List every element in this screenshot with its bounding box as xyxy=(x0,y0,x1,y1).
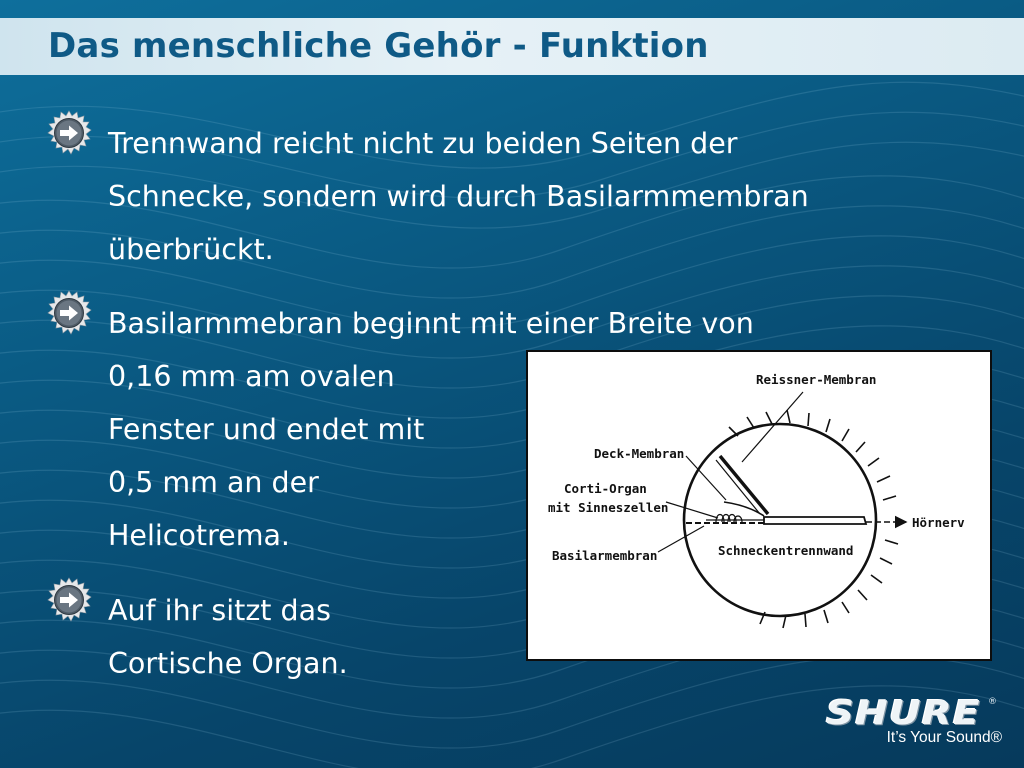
label-schneckentrennwand: Schneckentrennwand xyxy=(718,543,854,558)
cochlea-diagram xyxy=(528,352,990,659)
arrow-right-icon xyxy=(46,290,92,336)
slide-title: Das menschliche Gehör - Funktion xyxy=(48,26,709,66)
bullet-2-line-4: 0,5 mm an der xyxy=(108,466,319,499)
label-corti-organ: Corti-Organ xyxy=(564,481,647,496)
cochlea-cross-section-figure xyxy=(526,350,992,661)
label-hoernerv: Hörnerv xyxy=(912,515,965,530)
label-basilarmembran: Basilarmembran xyxy=(552,548,658,563)
bullet-2-line-3: Fenster und endet mit xyxy=(108,413,425,446)
arrow-right-icon xyxy=(46,110,92,156)
arrow-right-icon xyxy=(46,577,92,623)
label-mit-sinneszellen: mit Sinneszellen xyxy=(548,500,669,515)
logo-wordmark: SHURE xyxy=(826,693,981,732)
logo-tagline: It’s Your Sound® xyxy=(886,729,1002,746)
bullet-2-line-2: 0,16 mm am ovalen xyxy=(108,360,395,393)
schneckentrennwand-shape xyxy=(764,517,866,524)
label-deck-membran: Deck-Membran xyxy=(594,446,685,461)
bullet-1-line-2: Schnecke, sondern wird durch Basilarmmembran xyxy=(108,180,809,213)
bullet-3-line-1: Auf ihr sitzt das xyxy=(108,594,331,627)
logo-registered-mark: ® xyxy=(988,697,997,707)
reissner-membrane-shape xyxy=(720,456,768,514)
bullet-2-line-5: Helicotrema. xyxy=(108,519,290,552)
bullet-1-line-1: Trennwand reicht nicht zu beiden Seiten der xyxy=(108,127,738,160)
bullet-2-line-1: Basilarmmebran beginnt mit einer Breite von xyxy=(108,307,754,340)
bullet-3-line-2: Cortische Organ. xyxy=(108,647,348,680)
label-reissner-membran: Reissner-Membran xyxy=(756,372,877,387)
shure-logo xyxy=(826,693,1002,749)
corti-organ-shape xyxy=(706,515,764,523)
bullet-1-line-3: überbrückt. xyxy=(108,233,274,266)
